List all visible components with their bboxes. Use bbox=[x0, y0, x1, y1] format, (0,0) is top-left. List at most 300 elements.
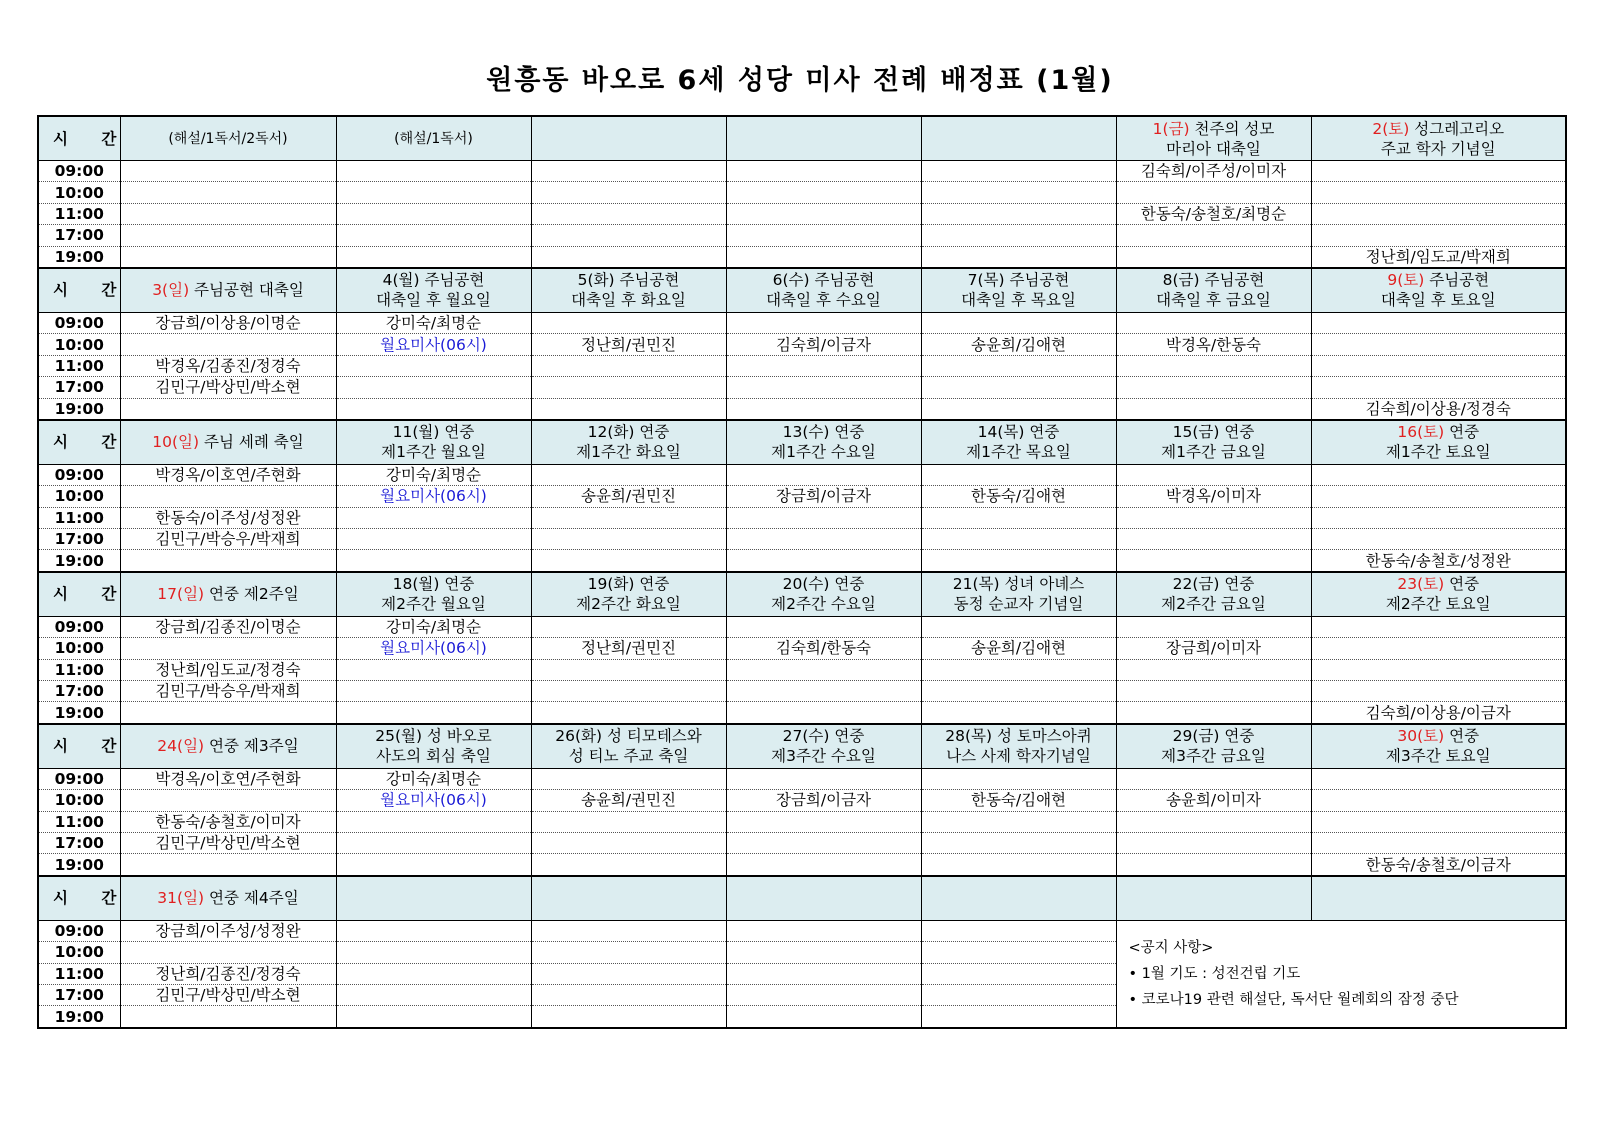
time-cell: 09:00 bbox=[38, 616, 120, 637]
day-title: 7(목) 주님공현 bbox=[967, 271, 1070, 290]
day-header-line1 bbox=[1314, 574, 1564, 594]
assignment-cell bbox=[120, 1006, 336, 1028]
day-header-cell bbox=[726, 876, 921, 921]
assignment-cell bbox=[531, 832, 726, 853]
assignment-cell bbox=[531, 550, 726, 572]
day-header-cell bbox=[336, 724, 531, 769]
assignment-cell bbox=[120, 398, 336, 420]
day-header-line1 bbox=[729, 422, 919, 442]
assignment-cell bbox=[1116, 377, 1311, 398]
assignment-cell bbox=[1116, 681, 1311, 702]
assignment-cell bbox=[726, 768, 921, 789]
assignment-cell bbox=[1311, 638, 1566, 659]
day-subtitle: 제1주간 월요일 bbox=[381, 443, 486, 462]
assignment-cell bbox=[120, 638, 336, 659]
assignment-cell bbox=[336, 398, 531, 420]
assignment-cell bbox=[726, 398, 921, 420]
assignment-cell bbox=[120, 225, 336, 246]
assignment-cell bbox=[1311, 161, 1566, 182]
day-header-cell bbox=[1116, 420, 1311, 465]
day-title: 11(월) 연중 bbox=[392, 423, 475, 442]
assignment-cell bbox=[726, 811, 921, 832]
page-title: 원흥동 바오로 6세 성당 미사 전례 배정표 (1월) bbox=[486, 65, 1114, 96]
day-header-line1 bbox=[924, 270, 1114, 290]
sunday-saturday-date: 3(일) bbox=[152, 281, 190, 300]
assignment-cell bbox=[336, 507, 531, 528]
assignment-cell: 박경옥/이호연/주현화 bbox=[120, 768, 336, 789]
day-header-line1 bbox=[339, 726, 529, 746]
assignment-cell bbox=[921, 355, 1116, 376]
assignment-cell: 김숙희/이주성/이미자 bbox=[1116, 161, 1311, 182]
schedule-row bbox=[38, 616, 1566, 637]
day-subtitle: 제1주간 금요일 bbox=[1161, 443, 1266, 462]
assignment-cell bbox=[726, 355, 921, 376]
day-header-cell bbox=[1311, 572, 1566, 617]
day-title: 주님공현 대축일 bbox=[189, 281, 304, 300]
schedule-row bbox=[38, 854, 1566, 876]
assignment-cell bbox=[336, 854, 531, 876]
day-header-line1 bbox=[924, 574, 1114, 594]
assignment-cell bbox=[1116, 398, 1311, 420]
day-subtitle: 제3주간 토요일 bbox=[1385, 747, 1491, 766]
day-header-line1 bbox=[123, 432, 334, 452]
day-title: 14(목) 연중 bbox=[977, 423, 1060, 442]
assignment-cell bbox=[1311, 811, 1566, 832]
day-subtitle: 제2주간 월요일 bbox=[381, 595, 486, 614]
assignment-cell: 정난희/권민진 bbox=[531, 334, 726, 355]
assignment-cell: 박경옥/김종진/정경숙 bbox=[120, 355, 336, 376]
assignment-cell: 송윤희/김애현 bbox=[921, 334, 1116, 355]
assignment-cell bbox=[921, 832, 1116, 853]
schedule-row bbox=[38, 702, 1566, 724]
notice-item: • 코로나19 관련 해설단, 독서단 월례회의 잠정 중단 bbox=[1128, 991, 1459, 1008]
day-header-cell bbox=[531, 876, 726, 921]
day-subtitle: 제1주간 화요일 bbox=[576, 443, 681, 462]
time-cell: 11:00 bbox=[38, 507, 120, 528]
assignment-cell bbox=[1116, 550, 1311, 572]
sunday-saturday-date: 10(일) bbox=[152, 433, 200, 452]
time-column-header: 시 간 bbox=[38, 572, 120, 617]
assignment-cell bbox=[336, 246, 531, 268]
day-header-cell bbox=[336, 420, 531, 465]
assignment-cell bbox=[336, 529, 531, 550]
time-cell: 19:00 bbox=[38, 1006, 120, 1028]
day-title: 8(금) 주님공현 bbox=[1162, 271, 1265, 290]
time-cell: 09:00 bbox=[38, 920, 120, 941]
time-column-header: 시 간 bbox=[38, 876, 120, 921]
assignment-cell: 박경옥/이호연/주현화 bbox=[120, 464, 336, 485]
day-title: 주님공현 bbox=[1424, 271, 1490, 290]
assignment-cell bbox=[120, 942, 336, 963]
day-subtitle: 제2주간 토요일 bbox=[1385, 595, 1491, 614]
day-title: 26(화) 성 티모테스와 bbox=[555, 727, 702, 746]
day-title: 연중 bbox=[1444, 727, 1480, 746]
assignment-cell bbox=[726, 312, 921, 333]
sunday-saturday-date: 2(토) bbox=[1372, 119, 1410, 138]
day-title: 주님 세례 축일 bbox=[199, 433, 304, 452]
schedule-row bbox=[38, 246, 1566, 268]
assignment-cell: 송윤희/이미자 bbox=[1116, 790, 1311, 811]
day-header-cell bbox=[531, 116, 726, 161]
assignment-cell bbox=[726, 203, 921, 224]
day-title: 연중 제4주일 bbox=[204, 889, 299, 908]
assignment-cell bbox=[921, 659, 1116, 680]
assignment-cell: 장금희/이주성/성정완 bbox=[120, 920, 336, 941]
day-header-cell bbox=[531, 268, 726, 313]
day-subtitle: 마리아 대축일 bbox=[1166, 139, 1261, 158]
assignment-cell bbox=[531, 963, 726, 984]
assignment-cell: 송윤희/권민진 bbox=[531, 790, 726, 811]
assignment-cell bbox=[921, 920, 1116, 941]
assignment-cell bbox=[336, 963, 531, 984]
assignment-cell bbox=[531, 681, 726, 702]
time-cell: 11:00 bbox=[38, 355, 120, 376]
assignment-cell bbox=[921, 768, 1116, 789]
assignment-cell bbox=[726, 832, 921, 853]
assignment-cell: 정난희/권민진 bbox=[531, 638, 726, 659]
assignment-cell: 한동숙/김애현 bbox=[921, 790, 1116, 811]
week-header-row bbox=[38, 572, 1566, 617]
assignment-cell: 월요미사(06시) bbox=[336, 638, 531, 659]
day-title: 4(월) 주님공현 bbox=[382, 271, 485, 290]
assignment-cell bbox=[336, 811, 531, 832]
assignment-cell bbox=[531, 920, 726, 941]
day-header-cell bbox=[1311, 724, 1566, 769]
assignment-cell bbox=[1311, 832, 1566, 853]
day-title: 연중 bbox=[1444, 575, 1480, 594]
assignment-cell bbox=[1116, 616, 1311, 637]
day-title: 29(금) 연중 bbox=[1172, 727, 1255, 746]
day-header-line1 bbox=[339, 422, 529, 442]
day-header-cell bbox=[531, 724, 726, 769]
day-header-line1 bbox=[924, 726, 1114, 746]
day-header-cell bbox=[336, 268, 531, 313]
assignment-cell: 김숙희/이금자 bbox=[726, 334, 921, 355]
assignment-cell bbox=[921, 1006, 1116, 1028]
time-column-header: 시 간 bbox=[38, 268, 120, 313]
assignment-cell bbox=[120, 486, 336, 507]
time-cell: 17:00 bbox=[38, 832, 120, 853]
day-header-line1 bbox=[1314, 726, 1564, 746]
day-title: 28(목) 성 토마스아퀴 bbox=[945, 727, 1092, 746]
schedule-row bbox=[38, 659, 1566, 680]
day-header-cell bbox=[921, 724, 1116, 769]
time-cell: 17:00 bbox=[38, 681, 120, 702]
assignment-cell bbox=[726, 1006, 921, 1028]
time-column-header: 시 간 bbox=[38, 116, 120, 161]
assignment-cell: 송윤희/김애현 bbox=[921, 638, 1116, 659]
day-subtitle: 나스 사제 학자기념일 bbox=[946, 747, 1091, 766]
assignment-cell bbox=[726, 942, 921, 963]
assignment-cell bbox=[921, 464, 1116, 485]
assignment-cell bbox=[120, 203, 336, 224]
assignment-cell bbox=[726, 681, 921, 702]
schedule-row bbox=[38, 638, 1566, 659]
day-subtitle: 대축일 후 목요일 bbox=[961, 291, 1076, 310]
assignment-cell: 장금희/이미자 bbox=[1116, 638, 1311, 659]
schedule-row bbox=[38, 334, 1566, 355]
assignment-cell bbox=[921, 616, 1116, 637]
day-header-line1 bbox=[1314, 270, 1564, 290]
assignment-cell bbox=[1311, 790, 1566, 811]
assignment-cell: 월요미사(06시) bbox=[336, 790, 531, 811]
day-header-cell bbox=[120, 724, 336, 769]
assignment-cell: 김민구/박승우/박재희 bbox=[120, 681, 336, 702]
day-header-cell bbox=[726, 116, 921, 161]
time-cell: 11:00 bbox=[38, 963, 120, 984]
time-cell: 19:00 bbox=[38, 854, 120, 876]
assignment-cell bbox=[1311, 377, 1566, 398]
sunday-saturday-date: 30(토) bbox=[1397, 727, 1445, 746]
assignment-cell bbox=[120, 550, 336, 572]
day-header-line1 bbox=[123, 736, 334, 756]
day-header-cell bbox=[726, 724, 921, 769]
schedule-row bbox=[38, 832, 1566, 853]
sunday-saturday-date: 16(토) bbox=[1397, 423, 1445, 442]
assignment-cell bbox=[726, 920, 921, 941]
assignment-cell bbox=[726, 246, 921, 268]
day-header-line1 bbox=[339, 574, 529, 594]
assignment-cell: 송윤희/권민진 bbox=[531, 486, 726, 507]
assignment-cell: 박경옥/한동숙 bbox=[1116, 334, 1311, 355]
assignment-cell bbox=[531, 659, 726, 680]
schedule-row bbox=[38, 203, 1566, 224]
assignment-cell bbox=[921, 312, 1116, 333]
day-header-cell bbox=[1311, 420, 1566, 465]
day-header-cell bbox=[336, 876, 531, 921]
assignment-cell bbox=[1116, 507, 1311, 528]
day-header-cell bbox=[531, 572, 726, 617]
day-header-line1 bbox=[339, 270, 529, 290]
schedule-row bbox=[38, 768, 1566, 789]
day-header-cell bbox=[336, 572, 531, 617]
assignment-cell bbox=[921, 702, 1116, 724]
day-subtitle: 제3주간 수요일 bbox=[771, 747, 876, 766]
day-subtitle: 대축일 후 화요일 bbox=[571, 291, 686, 310]
week-header-row bbox=[38, 724, 1566, 769]
assignment-cell bbox=[531, 355, 726, 376]
day-title: 13(수) 연중 bbox=[782, 423, 865, 442]
assignment-cell: 김민구/박상민/박소현 bbox=[120, 377, 336, 398]
schedule-row bbox=[38, 464, 1566, 485]
assignment-cell bbox=[726, 659, 921, 680]
assignment-cell bbox=[120, 854, 336, 876]
day-title: 성그레고리오 bbox=[1409, 119, 1505, 138]
time-cell: 17:00 bbox=[38, 377, 120, 398]
assignment-cell bbox=[1116, 702, 1311, 724]
time-cell: 09:00 bbox=[38, 768, 120, 789]
day-header-cell bbox=[921, 420, 1116, 465]
day-header-cell bbox=[120, 876, 336, 921]
assignment-cell bbox=[1116, 854, 1311, 876]
week-header-row bbox=[38, 420, 1566, 465]
schedule-row bbox=[38, 920, 1566, 941]
assignment-cell bbox=[531, 312, 726, 333]
assignment-cell bbox=[531, 507, 726, 528]
schedule-row bbox=[38, 681, 1566, 702]
day-header-cell bbox=[120, 116, 336, 161]
assignment-cell bbox=[531, 1006, 726, 1028]
day-title: 19(화) 연중 bbox=[587, 575, 670, 594]
time-column-header: 시 간 bbox=[38, 724, 120, 769]
day-header-cell bbox=[921, 116, 1116, 161]
time-cell: 11:00 bbox=[38, 659, 120, 680]
day-subtitle: 제1주간 토요일 bbox=[1385, 443, 1491, 462]
week-header-row bbox=[38, 116, 1566, 161]
day-header-cell bbox=[120, 268, 336, 313]
day-header-cell bbox=[1116, 876, 1311, 921]
assignment-cell: 정난희/김종진/정경숙 bbox=[120, 963, 336, 984]
assignment-cell bbox=[531, 203, 726, 224]
day-subtitle: 제2주간 금요일 bbox=[1161, 595, 1266, 614]
assignment-cell bbox=[336, 182, 531, 203]
assignment-cell bbox=[921, 550, 1116, 572]
day-header-line1 bbox=[1119, 422, 1309, 442]
day-subtitle: 제1주간 목요일 bbox=[966, 443, 1071, 462]
assignment-cell bbox=[1116, 464, 1311, 485]
assignment-cell: 강미숙/최명순 bbox=[336, 312, 531, 333]
assignment-cell bbox=[531, 246, 726, 268]
assignment-cell bbox=[726, 550, 921, 572]
assignment-cell bbox=[726, 984, 921, 1005]
day-title: 연중 제2주일 bbox=[204, 585, 299, 604]
assignment-cell bbox=[531, 529, 726, 550]
assignment-cell bbox=[1311, 768, 1566, 789]
assignment-cell bbox=[726, 702, 921, 724]
assignment-cell bbox=[921, 854, 1116, 876]
assignment-cell bbox=[531, 182, 726, 203]
day-header-cell bbox=[1116, 572, 1311, 617]
assignment-cell bbox=[1116, 832, 1311, 853]
schedule-row bbox=[38, 225, 1566, 246]
time-cell: 17:00 bbox=[38, 529, 120, 550]
day-header-cell bbox=[921, 876, 1116, 921]
assignment-cell bbox=[1311, 355, 1566, 376]
assignment-cell bbox=[921, 398, 1116, 420]
assignment-cell bbox=[531, 464, 726, 485]
assignment-cell bbox=[726, 225, 921, 246]
day-header-line1 bbox=[1314, 422, 1564, 442]
day-subtitle: 성 티노 주교 축일 bbox=[568, 747, 689, 766]
day-header-line1 bbox=[534, 574, 724, 594]
assignment-cell bbox=[336, 377, 531, 398]
assignment-cell bbox=[1116, 225, 1311, 246]
assignment-cell bbox=[726, 507, 921, 528]
notice-item: • 1월 기도 : 성전건립 기도 bbox=[1128, 965, 1301, 982]
time-cell: 11:00 bbox=[38, 811, 120, 832]
day-title: 12(화) 연중 bbox=[587, 423, 670, 442]
assignment-cell bbox=[921, 963, 1116, 984]
day-header-cell bbox=[336, 116, 531, 161]
notice-heading: <공지 사항> bbox=[1128, 939, 1214, 956]
assignment-cell bbox=[1311, 681, 1566, 702]
assignment-cell: 김숙희/이상용/정경숙 bbox=[1311, 398, 1566, 420]
time-cell: 10:00 bbox=[38, 182, 120, 203]
time-cell: 09:00 bbox=[38, 312, 120, 333]
assignment-cell bbox=[921, 984, 1116, 1005]
assignment-cell bbox=[921, 681, 1116, 702]
schedule-row bbox=[38, 182, 1566, 203]
time-cell: 10:00 bbox=[38, 942, 120, 963]
assignment-cell bbox=[1116, 246, 1311, 268]
assignment-cell bbox=[336, 942, 531, 963]
assignment-cell: 한동숙/송철호/성정완 bbox=[1311, 550, 1566, 572]
assignment-cell bbox=[1311, 616, 1566, 637]
time-cell: 09:00 bbox=[38, 464, 120, 485]
assignment-cell bbox=[120, 702, 336, 724]
assignment-cell bbox=[531, 854, 726, 876]
assignment-cell: 정난희/임도교/박재희 bbox=[1311, 246, 1566, 268]
assignment-cell bbox=[921, 161, 1116, 182]
day-header-line1 bbox=[1119, 119, 1309, 139]
mass-schedule-table bbox=[37, 115, 1567, 1029]
assignment-cell bbox=[921, 246, 1116, 268]
assignment-cell bbox=[921, 377, 1116, 398]
day-title: 21(목) 성녀 아녜스 bbox=[952, 575, 1085, 594]
assignment-cell bbox=[1311, 659, 1566, 680]
assignment-cell bbox=[531, 377, 726, 398]
assignment-cell bbox=[1116, 355, 1311, 376]
assignment-cell bbox=[1311, 529, 1566, 550]
assignment-cell bbox=[120, 246, 336, 268]
assignment-cell bbox=[120, 790, 336, 811]
day-header-cell bbox=[1116, 268, 1311, 313]
assignment-cell bbox=[120, 334, 336, 355]
assignment-cell bbox=[336, 832, 531, 853]
assignment-cell bbox=[531, 225, 726, 246]
day-header-cell bbox=[1311, 268, 1566, 313]
assignment-cell bbox=[1311, 203, 1566, 224]
assignment-cell bbox=[531, 942, 726, 963]
time-cell: 17:00 bbox=[38, 984, 120, 1005]
assignment-cell bbox=[336, 659, 531, 680]
assignment-cell: 강미숙/최명순 bbox=[336, 616, 531, 637]
sunday-saturday-date: 24(일) bbox=[157, 737, 205, 756]
assignment-cell bbox=[531, 702, 726, 724]
assignment-cell bbox=[1311, 182, 1566, 203]
time-cell: 10:00 bbox=[38, 486, 120, 507]
day-title: 25(월) 성 바오로 bbox=[375, 727, 492, 746]
assignment-cell bbox=[726, 464, 921, 485]
assignment-cell bbox=[921, 225, 1116, 246]
assignment-cell bbox=[336, 681, 531, 702]
day-header-cell bbox=[726, 268, 921, 313]
assignment-cell bbox=[921, 811, 1116, 832]
day-header-cell bbox=[921, 268, 1116, 313]
assignment-cell bbox=[726, 963, 921, 984]
sunday-saturday-date: 23(토) bbox=[1397, 575, 1445, 594]
assignment-cell bbox=[531, 768, 726, 789]
day-header-line1 bbox=[1119, 726, 1309, 746]
day-title: 18(월) 연중 bbox=[392, 575, 475, 594]
day-subtitle: 주교 학자 기념일 bbox=[1380, 139, 1496, 158]
assignment-cell bbox=[1116, 659, 1311, 680]
day-title: 27(수) 연중 bbox=[782, 727, 865, 746]
sunday-saturday-date: 31(일) bbox=[157, 889, 205, 908]
assignment-cell: 강미숙/최명순 bbox=[336, 768, 531, 789]
schedule-row bbox=[38, 161, 1566, 182]
assignment-cell: 월요미사(06시) bbox=[336, 486, 531, 507]
week-header-row bbox=[38, 268, 1566, 313]
assignment-cell: 한동숙/송철호/최명순 bbox=[1116, 203, 1311, 224]
day-header-cell bbox=[726, 420, 921, 465]
assignment-cell bbox=[120, 161, 336, 182]
assignment-cell bbox=[1311, 312, 1566, 333]
day-subtitle: 동정 순교자 기념일 bbox=[953, 595, 1084, 614]
time-cell: 17:00 bbox=[38, 225, 120, 246]
day-title: 22(금) 연중 bbox=[1172, 575, 1255, 594]
schedule-row bbox=[38, 377, 1566, 398]
